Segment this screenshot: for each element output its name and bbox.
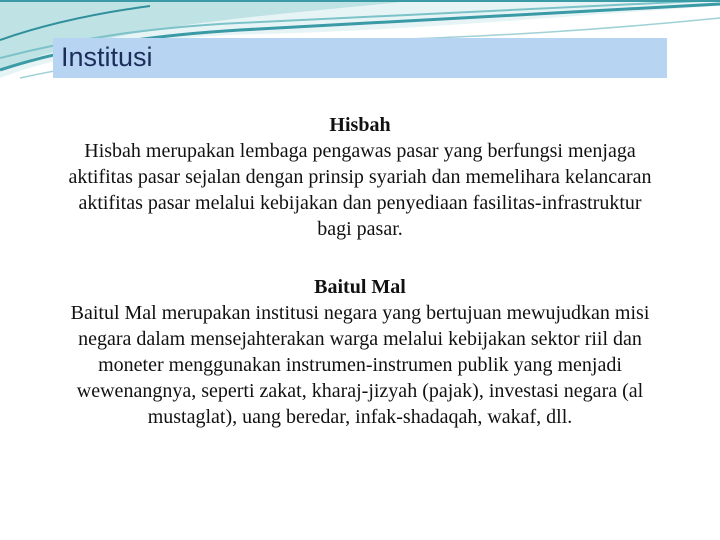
- section-heading: Hisbah: [329, 114, 391, 136]
- slide-title: Institusi: [61, 42, 153, 72]
- section-paragraph: Hisbah merupakan lembaga pengawas pasar yang berfungsi menjaga aktifitas pasar sejalan dengan prinsip syariah dan memelihara kelancaran aktifitas pasar melalui kebijakan dan penyediaan fasilitas-infrastruktur bagi pasar.: [68, 140, 652, 240]
- slide-body: [60, 112, 660, 430]
- section-baitul-mal: [60, 274, 660, 430]
- section-hisbah: [60, 112, 660, 242]
- section-heading: Baitul Mal: [314, 276, 406, 298]
- title-bar: [53, 38, 667, 78]
- section-paragraph: Baitul Mal merupakan institusi negara yang bertujuan mewujudkan misi negara dalam mensejahterakan warga melalui kebijakan sektor riil dan moneter menggunakan instrumen-instrumen publik yang menjadi wewenangnya, seperti zakat, kharaj-jizyah (pajak), investasi negara (al mustaglat), uang beredar, infak-shadaqah, wakaf, dll.: [70, 302, 650, 428]
